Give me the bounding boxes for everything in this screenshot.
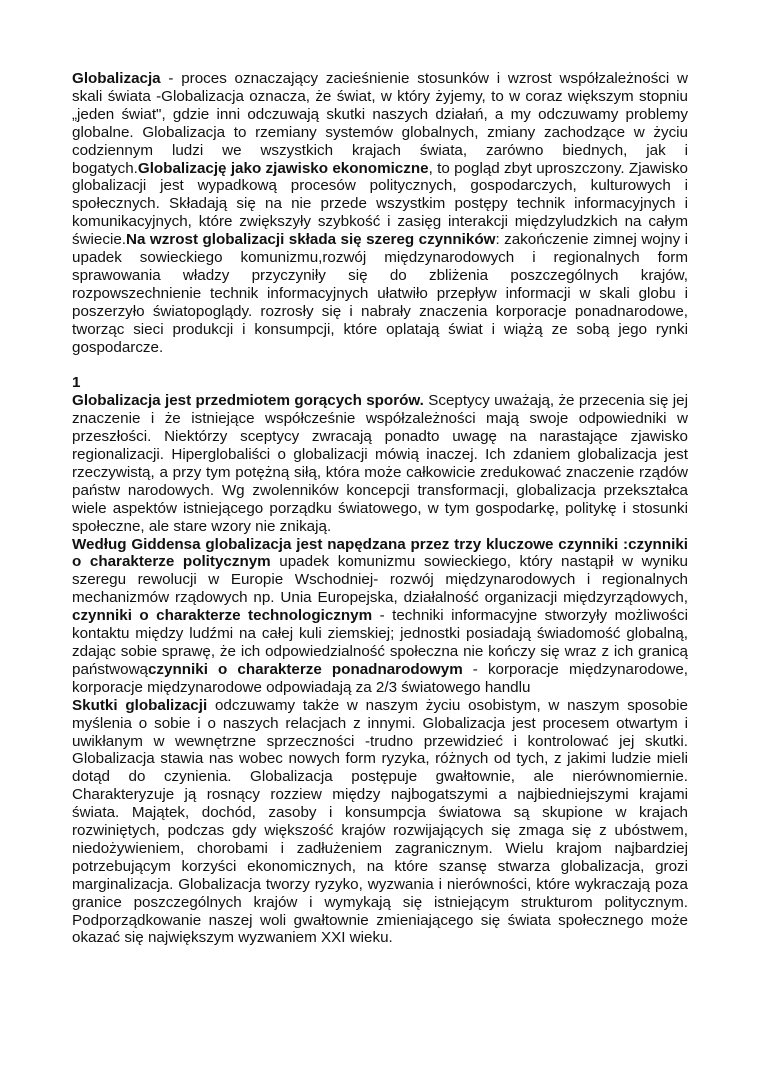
bold-economic-phenomenon: Globalizację jako zjawisko ekonomiczne <box>137 159 429 177</box>
bold-technological: czynniki o charakterze technologicznym <box>72 607 373 625</box>
technological-text: - techniki informacyjne stworzyły możliwości kontaktu między ludźmi na całej kuli ziemskiej; jednostki posiadają świadomość globalną, zdając sobie sprawę, że ich odpowiedzialność społeczna nie kończy się wraz z ich granicą państwową <box>72 607 688 678</box>
section-number: 1 <box>72 374 81 392</box>
bold-giddens-political: Według Giddensa globalizacja jest napędzana przez trzy kluczowe czynniki :czynniki o charakterze politycznym <box>72 535 688 571</box>
bold-growth-factors: Na wzrost globalizacji składa się szereg czynników <box>126 231 496 249</box>
definition-text: - proces oznaczający zacieśnienie stosunków i wzrost współzależności w skali świata -Globalizacja oznacza, że świat, w który żyjemy, to w coraz większym stopniu „jeden świat", gdzie inni odczuwają skutki naszych działań, a my odczuwamy problemy globalne. Globalizacja to rzemiany systemów globalnych, zmiany zachodzące w życiu codziennym ludzi we wszystkich krajach świata, zarówno biednych, jak i bogatych. <box>72 70 688 177</box>
bold-debate: Globalizacja jest przedmiotem gorących sporów. <box>72 392 424 410</box>
debate-text: Sceptycy uważają, że przecenia się jej znaczenie i że istniejące współcześnie współzależności mają swoje odpowiedniki w przeszłości. Niektórzy sceptycy zwracają ponadto uwagę na narastające zjawisko regionalizacji. Hiperglobaliści o globalizacji mówią inaczej. Ich zdaniem globalizacja jest rzeczywistą, a przy tym potężną siłą, która może całkowicie zredukować znaczenie rządów państw narodowych. Wg zwolenników koncepcji transformacji, globalizacja przekształca wiele aspektów istniejącego porządku światowego, w tym gospodarkę, politykę i stosunki społeczne, ale stare wzory nie znikają. <box>72 392 688 535</box>
paragraph-gap <box>72 357 688 375</box>
paragraph-debate <box>72 392 688 535</box>
phenomenon-text: , to pogląd zbyt uproszczony. Zjawisko globalizacji jest wypadkową procesów politycznych, gospodarczych, kulturowych i społecznych. Składają się na nie przede wszystkim postępy technik informacyjnych i komunikacyjnych, które zwiększyły szybkość i zasięg interakcji międzyludzkich na całym świecie. <box>72 159 688 249</box>
bold-transnational: czynniki o charakterze ponadnarodowym <box>147 660 463 678</box>
transnational-text: - korporacje międzynarodowe, korporacje międzynarodowe odpowiadają za 2/3 światowego handlu <box>72 660 688 696</box>
effects-text: odczuwamy także w naszym życiu osobistym, w naszym sposobie myślenia o sobie i o naszych relacjach z innymi. Globalizacja jest procesem otwartym i uwikłanym w wewnętrzne sprzeczności -trudno przewidzieć i kontrolować jej skutki. Globalizacja stawia nas wobec nowych form ryzyka, różnych od tych, z jakimi ludzie mieli dotąd do czynienia. Globalizacja postępuje gwałtownie, ale nierównomiernie. Charakteryzuje ją rosnący rozziew między najbogatszymi a najbiedniejszymi krajami świata. Majątek, dochód, zasoby i konsumpcja światowa są skupione w krajach rozwiniętych, podczas gdy większość krajów rozwijających się zmaga się z ubóstwem, niedożywieniem, chorobami i zadłużeniem zagranicznym. Wielu krajom najbardziej potrzebującym korzyści ekonomicznych, na które szansę stwarza globalizacja, grozi marginalizacja. Globalizacja tworzy ryzyko, wyzwania i nierówności, które wykraczają poza granice poszczególnych krajów i wymykają się istniejącym strukturom politycznym. Podporządkowanie naszej woli gwałtownie zmieniającego się świata społecznego może okazać się największym wyzwaniem XXI wieku. <box>72 696 688 947</box>
bold-effects: Skutki globalizacji <box>72 696 208 714</box>
political-text: upadek komunizmu sowieckiego, który nastąpił w wyniku szeregu rewolucji w Europie Wschodniej- rozwój międzynarodowych i regionalnych mechanizmów rządowych np. Unia Europejska, działalność organizacji międzyrządowych, <box>72 553 688 607</box>
paragraph-definition <box>72 70 688 357</box>
term-globalizacja: Globalizacja <box>72 70 161 87</box>
paragraph-effects <box>72 697 688 948</box>
paragraph-giddens <box>72 536 688 697</box>
growth-factors-text: : zakończenie zimnej wojny i upadek sowieckiego komunizmu,rozwój międzynarodowych i regionalnych form sprawowania władzy przyczyniły się do zbliżenia poszczególnych krajów, rozpowszechnienie technik informacyjnych ułatwiło przepływ informacji w skali globu i poszerzyło światopoglądy. rozrosły się i nabrały znaczenia korporacje ponadnarodowe, tworząc sieci produkcji i konsumpcji, które oplatają świat i wiążą ze sobą jego rynki gospodarcze. <box>72 231 688 356</box>
